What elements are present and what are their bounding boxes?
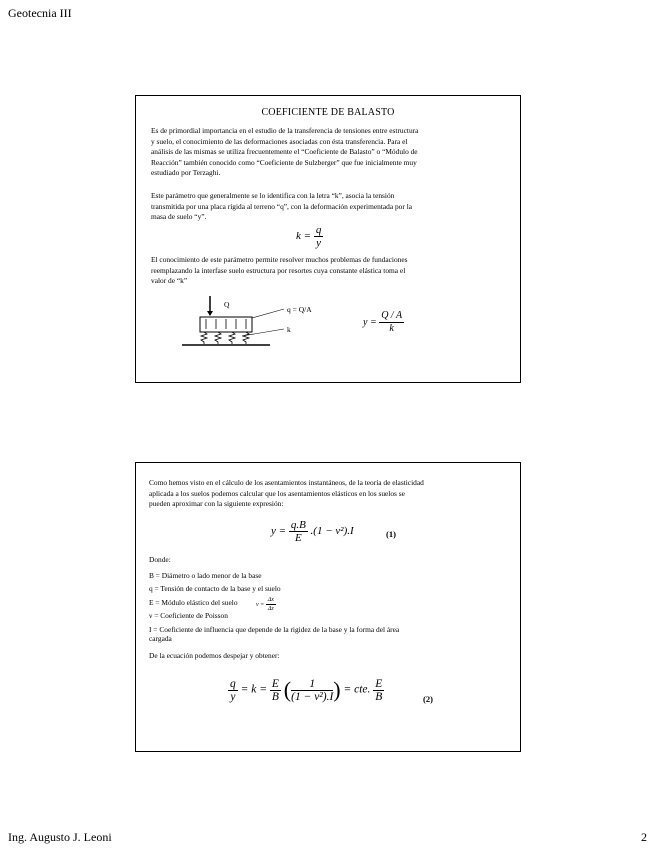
- text-line: masa de suelo “y”.: [151, 212, 207, 222]
- equation-1-number: (1): [386, 529, 396, 539]
- formula-k: [296, 224, 323, 249]
- definitions-list: [149, 569, 519, 643]
- pressure-arrows: [206, 319, 246, 329]
- text-line: Reacción” también conocido como “Coeficiente de Sulzberger” que fue inicialmente muy: [151, 157, 417, 167]
- definition-item: I = Coeficiente de influencia que depende de la rigidez de la base y la forma del área: [149, 624, 400, 634]
- eq1-den: E: [294, 532, 302, 544]
- formula-y-den: k: [389, 323, 394, 334]
- text-line: Como hemos visto en el cálculo de los asentamientos instantáneos, de la teoría de elasticidad: [149, 478, 424, 487]
- definition-item: E = Módulo elástico del suelo: [149, 597, 238, 607]
- eq2-denom: (1 − ν²).I: [291, 690, 334, 703]
- eq2-one: 1: [291, 678, 333, 691]
- page-header: Geotecnia III: [8, 6, 72, 20]
- text-line: valor de “k”: [151, 276, 188, 286]
- slide2-intro: [149, 478, 519, 510]
- formula-k-lhs: k =: [296, 230, 312, 243]
- nu-lhs: ν =: [256, 601, 265, 608]
- footer-author: Ing. Augusto J. Leoni: [8, 830, 112, 844]
- eq2-B2: B: [375, 690, 383, 703]
- slide1-paragraph-1: [151, 126, 516, 179]
- eq1-lhs: y =: [271, 525, 287, 538]
- load-arrow-head: [207, 311, 213, 316]
- springs: [201, 332, 249, 344]
- formula-y-lhs: y =: [363, 316, 377, 328]
- slide-coeficiente-balasto: [135, 95, 521, 383]
- slide1-title: COEFICIENTE DE BALASTO: [261, 107, 395, 118]
- despejar-text: De la ecuación podemos despejar y obtener:: [149, 651, 280, 660]
- k-label: k: [287, 325, 291, 334]
- slide1-paragraph-2: [151, 191, 516, 223]
- text-line: aplicada a los suelos podemos calcular que los asentamientos elásticos en los suelos se: [149, 488, 405, 498]
- definition-item: cargada: [149, 633, 172, 643]
- eq2-k: = k =: [240, 683, 267, 696]
- definition-item: q = Tensión de contacto de la base y el suelo: [149, 584, 281, 594]
- text-line: El conocimiento de este parámetro permite resolver muchos problemas de fundaciones: [151, 255, 408, 264]
- eq2-cte: = cte.: [343, 683, 371, 696]
- text-line: Es de primordial importancia en el estudio de la transferencia de tensiones entre estructura: [151, 126, 419, 135]
- equation-1: [271, 519, 354, 544]
- spring-foundation-diagram: [180, 294, 330, 354]
- eq1-rest: .(1 − ν²).I: [310, 525, 354, 538]
- formula-k-den: y: [316, 237, 321, 249]
- nu-den: Δz: [267, 606, 274, 612]
- formula-y: [363, 310, 404, 335]
- text-line: Este parámetro que generalmente se lo identifica con la letra “k”, asocia la tensión: [151, 191, 395, 200]
- eq2-E: E: [271, 677, 279, 690]
- text-line: análisis de las mismas se utiliza frecuentemente el “Coeficiente de Balasto” o “Módulo de: [151, 147, 418, 157]
- formula-y-num: Q / A: [381, 310, 403, 321]
- eq1-num: q.B: [290, 519, 306, 531]
- text-line: reemplazando la interfase suelo estructura por resortes cuya constante elástica toma el: [151, 265, 406, 275]
- formula-k-num: q: [315, 224, 322, 236]
- q-leader: [252, 309, 284, 318]
- eq2-y: y: [230, 690, 236, 703]
- equation-2-number: (2): [423, 694, 433, 704]
- eq2-q: q: [230, 677, 236, 690]
- text-line: y suelo, el conocimiento de las deformaciones asociadas con ésta transferencia. Para el: [151, 136, 408, 146]
- eq2-B: B: [271, 690, 279, 703]
- eq2-E2: E: [375, 677, 383, 690]
- nu-num: Δx: [267, 597, 274, 603]
- equation-2: $\frac{q}{y}$ = k = $\frac{E}{B}$ ( $\frac{1}{\text{(1 − ν²).I}}$ ) = cte. $\frac{E}{B}$: [230, 677, 383, 703]
- definition-item: ν = Coeficiente de Poisson: [149, 611, 228, 621]
- poisson-formula: [256, 596, 276, 613]
- donde-label: Donde:: [149, 555, 171, 564]
- text-line: pueden aproximar con la siguiente expresión:: [149, 499, 284, 509]
- page-number: 2: [641, 830, 647, 844]
- text-line: estudiado por Terzaghi.: [151, 168, 221, 178]
- load-label: Q: [224, 300, 230, 309]
- slide1-paragraph-3: [151, 255, 516, 287]
- slide-asentamientos: [135, 462, 521, 752]
- text-line: transmitida por una placa rígida al terreno “q”, con la deformación experimentada por la: [151, 201, 413, 211]
- definition-item: B = Diámetro o lado menor de la base: [149, 571, 262, 580]
- q-label: q = Q/A: [287, 305, 312, 314]
